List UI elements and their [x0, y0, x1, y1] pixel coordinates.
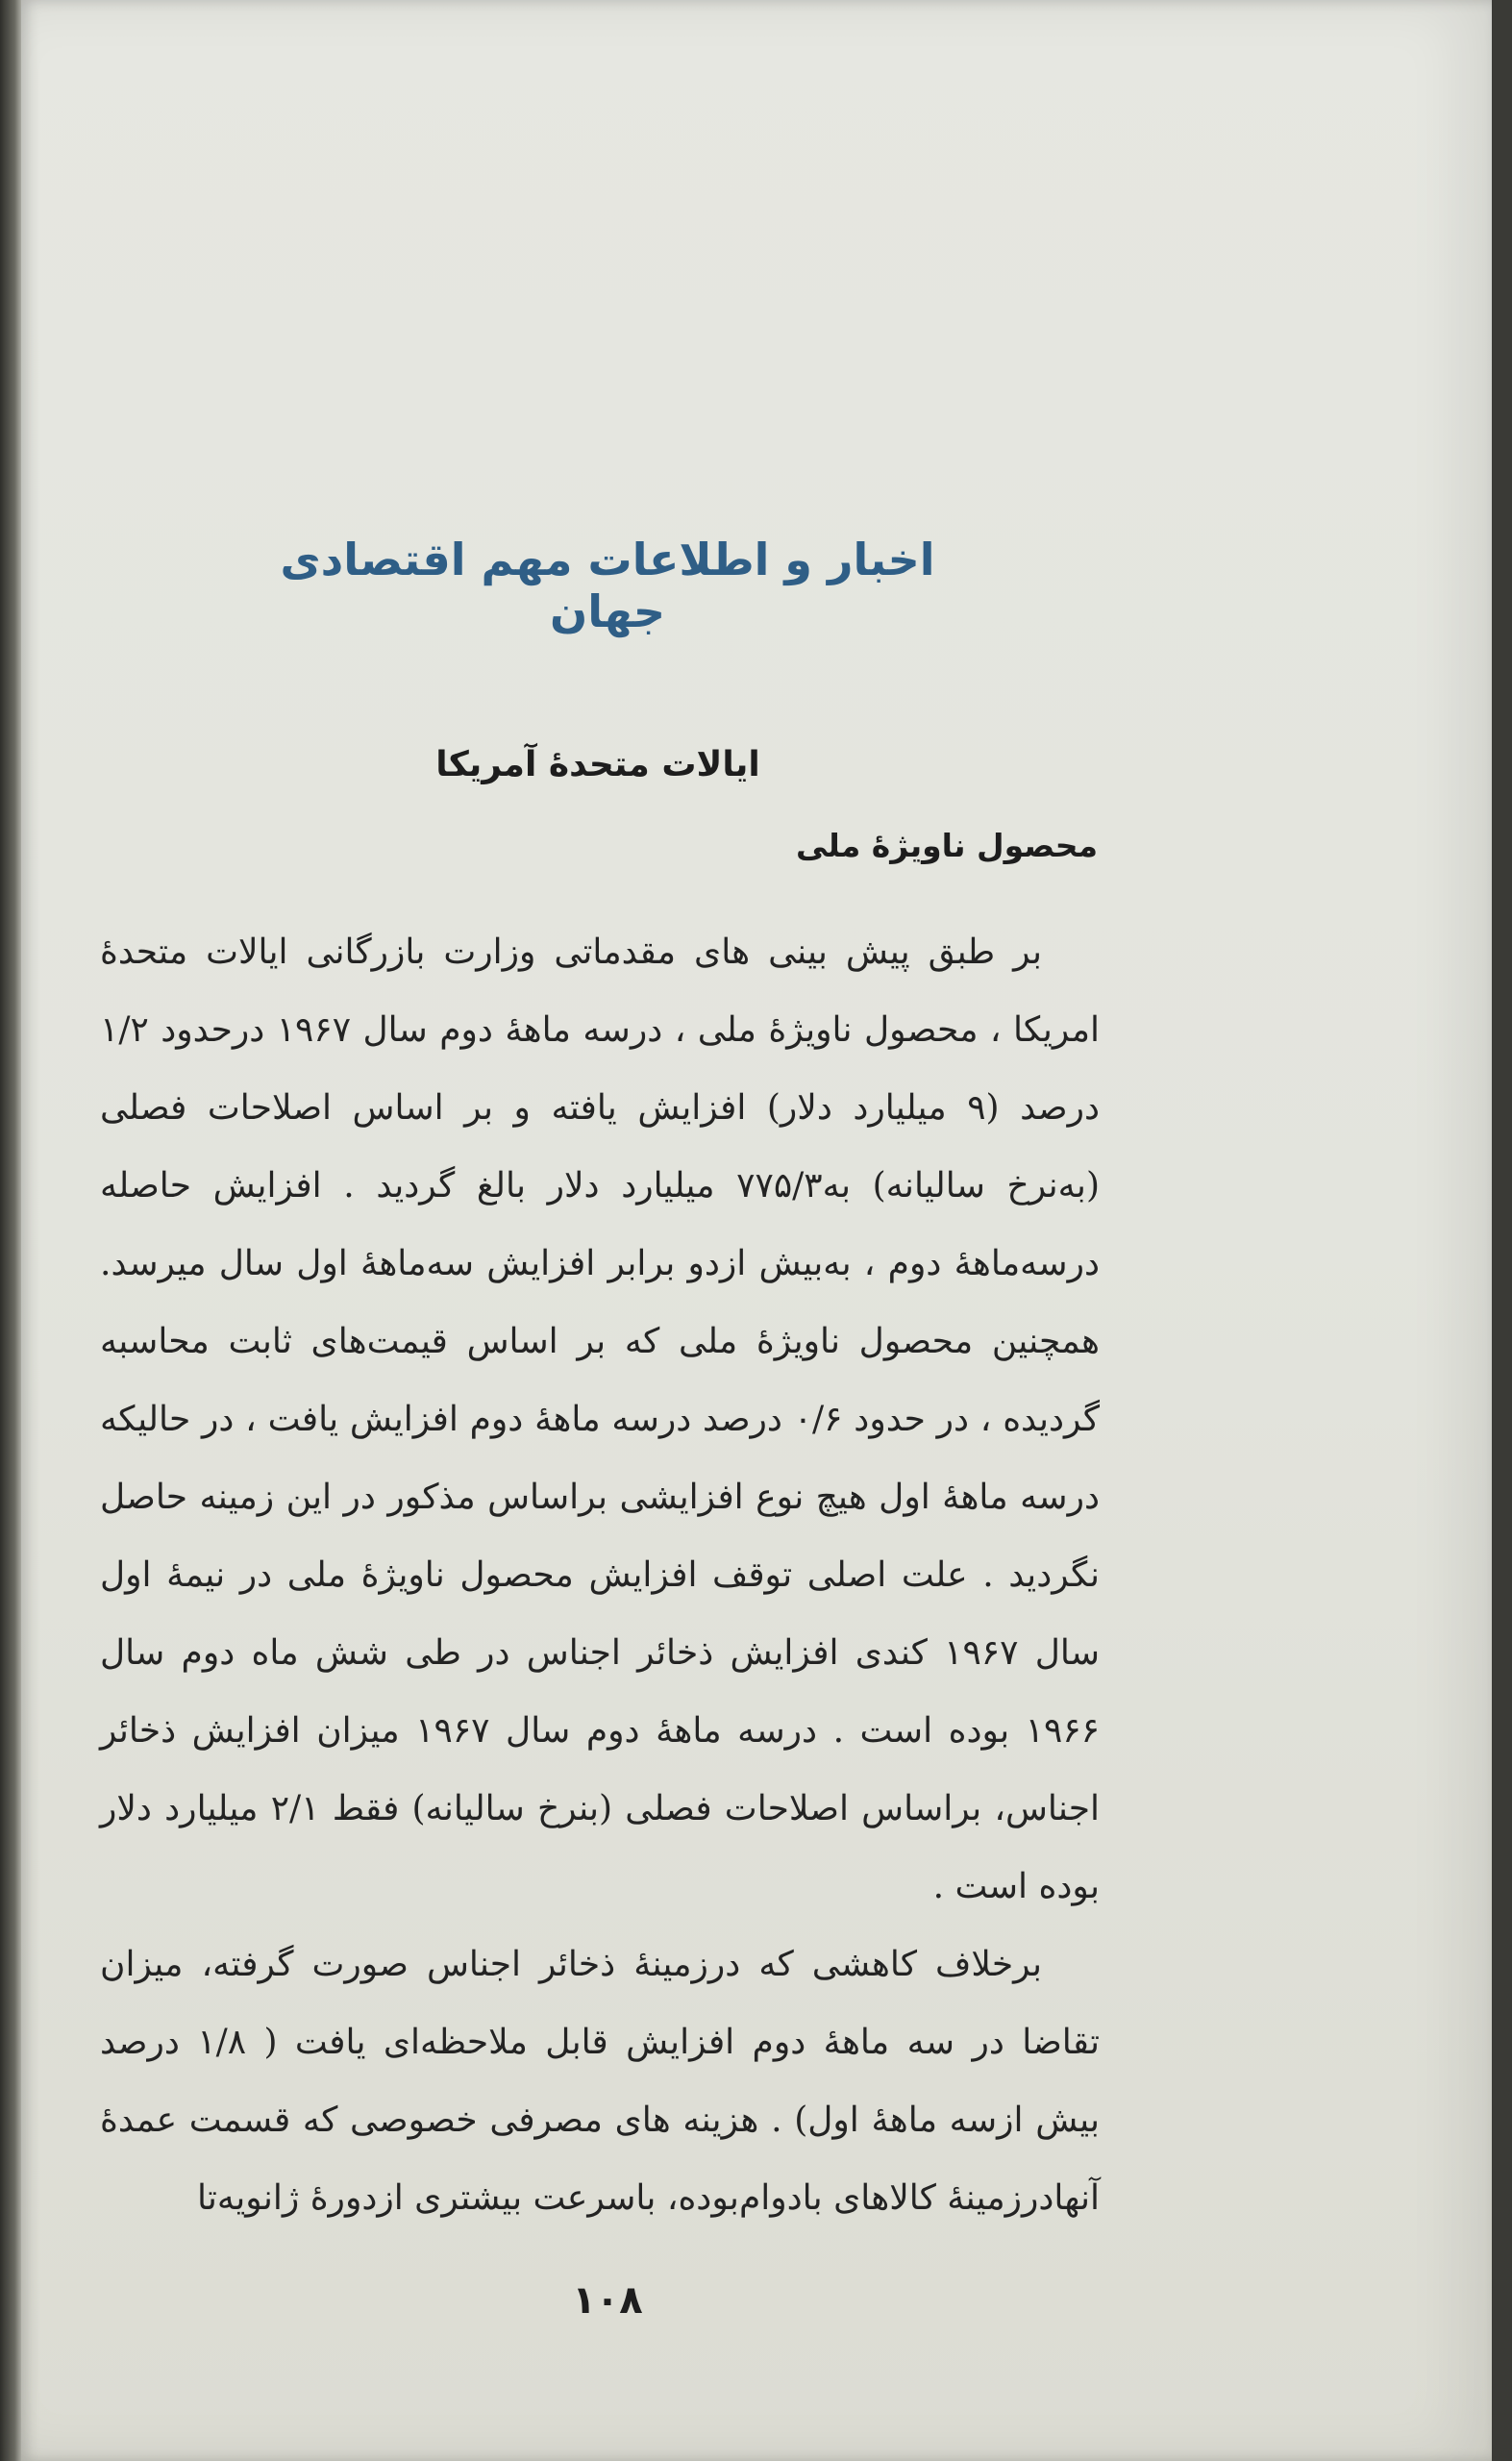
chapter-title: اخبار و اطلاعات مهم اقتصادی جهان	[280, 534, 935, 637]
paragraph-2: برخلاف کاهشی که درزمینهٔ ذخائر اجناس صورت گرفته، میزان تقاضا در سه ماههٔ دوم افزایش قابل ملاحظه‌ای یافت ( ۱/۸ درصد بیش ازسه ماههٔ اول) . هزینه های مصرفی خصوصی که قسمت عمدهٔ آنهادرزمینهٔ کالاهای بادوام‌بوده، باسرعت بیشتری ازدورهٔ ژانویه‌تا	[100, 1945, 1100, 2218]
section-title: ایالات متحدهٔ آمریکا	[435, 745, 760, 784]
book-spine-shadow	[0, 0, 21, 2461]
book-page	[21, 0, 1492, 2461]
body-text	[100, 913, 1100, 2237]
page-number: ۱۰۸	[572, 2278, 643, 2323]
paragraph-1: بر طبق پیش بینی های مقدماتی وزارت بازرگانی ایالات متحدهٔ امریکا ، محصول ناویژهٔ ملی ، درسه ماههٔ دوم سال ۱۹۶۷ درحدود ۱/۲ درصد (۹ میلیارد دلار) افزایش یافته و بر اساس اصلاحات فصلی (به‌نرخ سالیانه) به‌۷۷۵/۳ میلیارد دلار بالغ گردید . افزایش حاصله درسه‌ماههٔ دوم ، به‌بیش ازدو برابر افزایش سه‌ماههٔ اول سال میرسد. همچنین محصول ناویژهٔ ملی که بر اساس قیمت‌های ثابت محاسبه گردیده ، در حدود ۰/۶ درصد درسه ماههٔ دوم افزایش یافت ، در حالیکه درسه ماههٔ اول هیچ نوع افزایشی براساس مذکور در این زمینه حاصل نگردید . علت اصلی توقف افزایش محصول ناویژهٔ ملی در نیمهٔ اول سال ۱۹۶۷ کندی افزایش ذخائر اجناس در طی شش ماه دوم سال ۱۹۶۶ بوده است . درسه ماههٔ دوم سال ۱۹۶۷ میزان افزایش ذخائر اجناس، براساس اصلاحات فصلی (بنرخ سالیانه) فقط ۲/۱ میلیارد دلار بوده است .	[100, 932, 1101, 1906]
subsection-title: محصول ناویژهٔ ملی	[795, 827, 1098, 864]
